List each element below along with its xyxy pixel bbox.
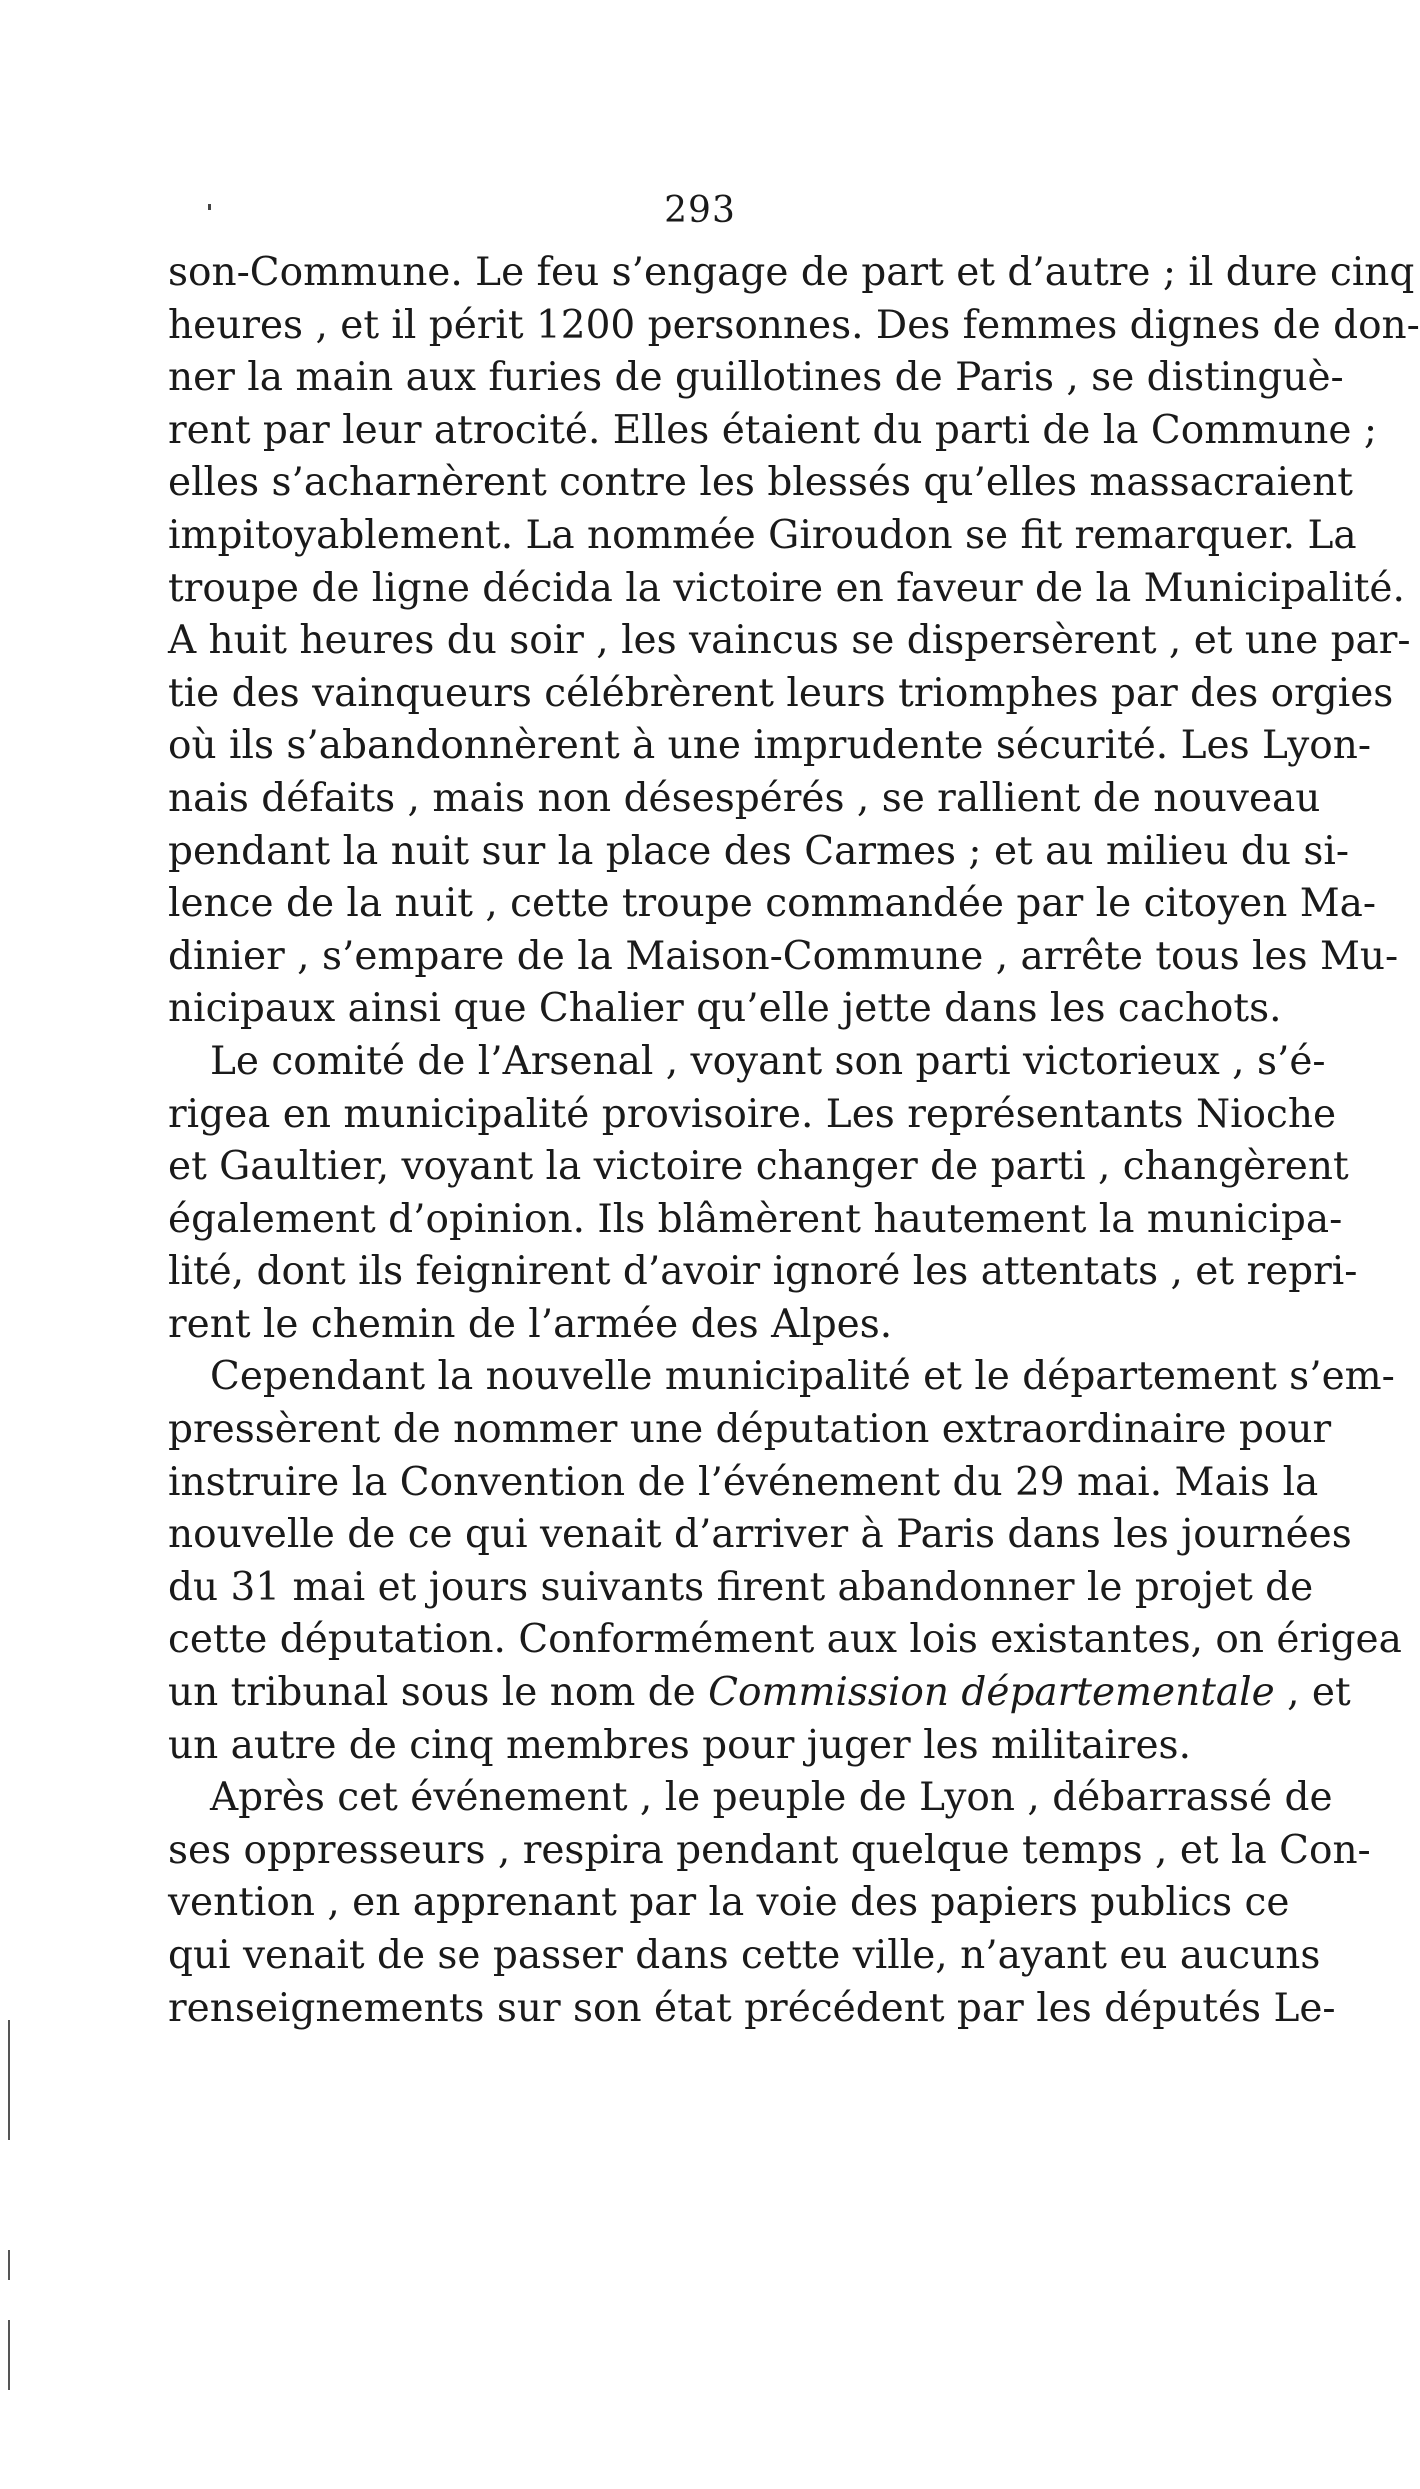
text-line-content: du 31 mai et jours suivants firent abandonner le projet de xyxy=(168,1564,1314,1610)
text-line-content: Cependant la nouvelle municipalité et le département s’em- xyxy=(210,1354,1395,1400)
text-line-content: nouvelle de ce qui venait d’arriver à Paris dans les journées xyxy=(168,1512,1352,1558)
text-line xyxy=(168,352,1344,405)
page-number: 293 xyxy=(664,190,736,231)
text-line-content: également d’opinion. Ils blâmèrent hautement la municipa- xyxy=(168,1196,1343,1242)
text-line xyxy=(168,878,1377,931)
text-line xyxy=(168,1351,1395,1404)
text-line xyxy=(168,1772,1333,1825)
text-line xyxy=(168,1983,1336,2036)
text-line xyxy=(168,1877,1290,1930)
text-line xyxy=(168,1194,1343,1247)
body-text xyxy=(168,247,1420,2035)
text-line xyxy=(168,1614,1402,1667)
scan-margin-line xyxy=(8,2250,10,2280)
text-line xyxy=(168,1404,1332,1457)
text-line xyxy=(168,720,1372,773)
text-line-content: un autre de cinq membres pour juger les militaires. xyxy=(168,1722,1191,1768)
text-line-content: heures , et il périt 1200 personnes. Des femmes dignes de don- xyxy=(168,302,1420,348)
text-line-content: elles s’acharnèrent contre les blessés qu’elles massacraient xyxy=(168,460,1353,506)
text-line xyxy=(168,300,1420,353)
text-line xyxy=(168,1089,1337,1142)
text-line xyxy=(168,1720,1253,1773)
text-line-content: rent par leur atrocité. Elles étaient du parti de la Commune ; xyxy=(168,407,1378,453)
text-line xyxy=(168,983,1282,1036)
text-line-content: lence de la nuit , cette troupe commandée par le citoyen Ma- xyxy=(168,881,1377,927)
text-line xyxy=(168,247,1415,300)
text-line xyxy=(168,773,1321,826)
text-line-content: renseignements sur son état précédent par les députés Le- xyxy=(168,1985,1336,2031)
text-line xyxy=(168,1141,1349,1194)
text-line-content: ner la main aux furies de guillotines de Paris , se distinguè- xyxy=(168,355,1344,401)
text-line xyxy=(168,1825,1371,1878)
text-line-content: qui venait de se passer dans cette ville, n’ayant eu aucuns xyxy=(168,1933,1321,1978)
text-line xyxy=(168,1299,1253,1352)
text-line xyxy=(168,1246,1358,1299)
scan-dot xyxy=(208,204,211,210)
text-line-content: pressèrent de nommer une députation extraordinaire pour xyxy=(168,1407,1332,1453)
text-line xyxy=(168,457,1353,510)
text-line-content: pendant la nuit sur la place des Carmes ; et au milieu du si- xyxy=(168,828,1350,874)
text-line-content: Après cet événement , le peuple de Lyon , débarrassé de xyxy=(210,1775,1333,1821)
text-line-content: rigea en municipalité provisoire. Les représentants Nioche xyxy=(168,1091,1337,1137)
text-line-content: instruire la Convention de l’événement du 29 mai. Mais la xyxy=(168,1459,1319,1505)
text-line-content: vention , en apprenant par la voie des papiers publics ce xyxy=(168,1880,1290,1926)
text-line xyxy=(168,668,1394,721)
scan-margin-line xyxy=(8,2320,10,2390)
text-line xyxy=(168,1930,1321,1983)
text-line-tail: , et xyxy=(1274,1670,1351,1716)
text-line xyxy=(168,510,1357,563)
text-line-content: nais défaits , mais non désespérés , se rallient de nouveau xyxy=(168,775,1321,821)
text-line xyxy=(168,1562,1314,1615)
text-line-content: lité, dont ils feignirent d’avoir ignoré les attentats , et repri- xyxy=(168,1249,1358,1295)
text-line-content: troupe de ligne décida la victoire en faveur de la Municipalité. xyxy=(168,565,1405,611)
text-line-content: son-Commune. Le feu s’engage de part et d’autre ; il dure cinq xyxy=(168,250,1415,295)
text-line xyxy=(168,563,1405,616)
text-line xyxy=(168,405,1378,458)
scan-margin-line xyxy=(8,2020,10,2140)
text-line xyxy=(168,615,1411,668)
text-line-content: un tribunal sous le nom de xyxy=(168,1670,709,1716)
text-line-content: impitoyablement. La nommée Giroudon se fit remarquer. La xyxy=(168,512,1357,558)
text-line-content: ses oppresseurs , respira pendant quelque temps , et la Con- xyxy=(168,1827,1371,1873)
text-line xyxy=(168,826,1350,879)
text-line-content: A huit heures du soir , les vaincus se dispersèrent , et une par- xyxy=(168,618,1411,664)
text-line xyxy=(168,1036,1326,1089)
text-line xyxy=(168,1509,1352,1562)
text-line xyxy=(168,1667,1351,1720)
text-line-content: dinier , s’empare de la Maison-Commune , arrête tous les Mu- xyxy=(168,933,1399,979)
text-line xyxy=(168,1457,1319,1510)
text-line-content: où ils s’abandonnèrent à une imprudente sécurité. Les Lyon- xyxy=(168,723,1372,769)
text-line-content: nicipaux ainsi que Chalier qu’elle jette dans les cachots. xyxy=(168,986,1282,1032)
text-line-content: rent le chemin de l’armée des Alpes. xyxy=(168,1301,893,1347)
text-line xyxy=(168,931,1399,984)
text-line-content: tie des vainqueurs célébrèrent leurs triomphes par des orgies xyxy=(168,670,1394,716)
text-line-content: Le comité de l’Arsenal , voyant son parti victorieux , s’é- xyxy=(210,1038,1326,1084)
text-line-content: cette députation. Conformément aux lois existantes, on érigea xyxy=(168,1617,1402,1663)
italic-title: Commission départementale xyxy=(708,1670,1275,1716)
text-line-content: et Gaultier, voyant la victoire changer de parti , changèrent xyxy=(168,1144,1349,1190)
